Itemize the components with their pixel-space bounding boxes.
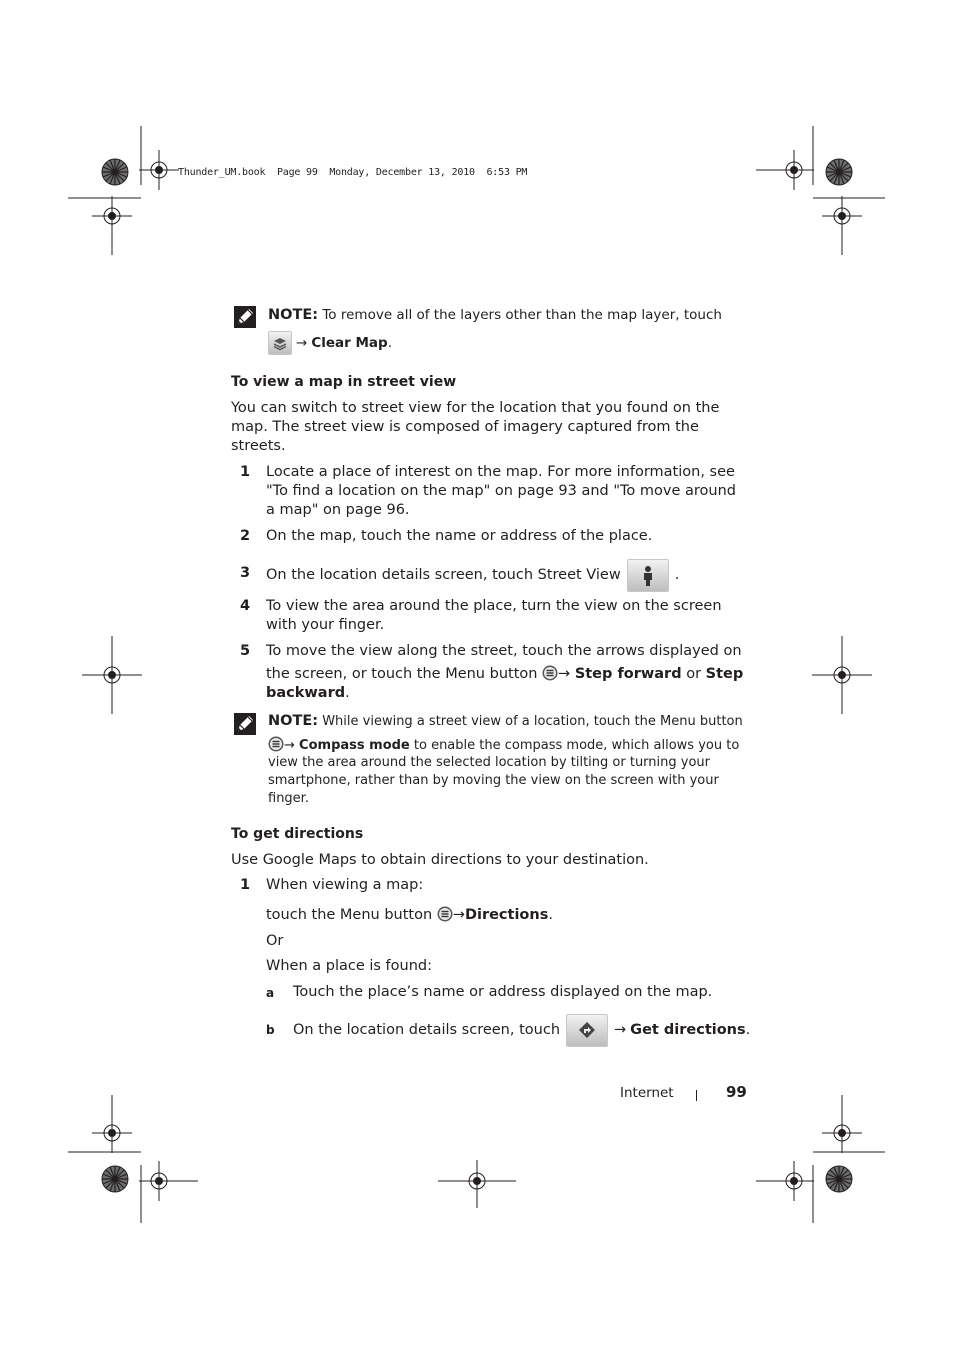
intro-line: You can switch to street view for the location that you found on the [231,400,720,416]
note-2-line1 [268,713,743,729]
color-wheel-icon [102,1166,128,1192]
sub-step-b-text [293,1013,750,1047]
registration-mark-icon [139,1161,179,1201]
registration-mark-icon [92,1113,132,1153]
footer-section: Internet [620,1085,674,1101]
menu-icon [437,906,453,922]
page-number: 99 [726,1083,747,1101]
step-5-line2 [266,665,743,684]
street-view-icon [627,559,669,592]
or-text: or [686,666,702,682]
step-2-text: On the map, touch the name or address of the place. [266,528,653,544]
period: . [674,566,680,583]
step-backward-label-cont: backward [266,685,346,701]
step-4-text [266,597,722,635]
note-line: smartphone, rather than by moving the view on the screen with your [268,773,719,788]
arrow: → [296,335,308,351]
layers-icon [268,331,292,355]
sub-step-a-text: Touch the place’s name or address displayed on the map. [293,984,713,1000]
note-1-text: To remove all of the layers other than the map layer, touch [322,307,722,323]
when-found-text: When a place is found: [266,958,432,974]
step-line: the screen, or touch the Menu button [266,666,538,682]
step-backward-label: Step [705,666,744,682]
registration-mark-icon [822,1113,862,1153]
sub-step-label: a [266,986,275,1000]
step-number: 5 [240,643,251,659]
color-wheel-icon [826,1166,852,1192]
note-2-text: While viewing a street view of a location, touch the Menu button [322,714,743,729]
color-wheel-icon [102,159,128,185]
arrow: → [452,907,465,923]
step-number: 4 [240,598,251,614]
step-line: On the location details screen, touch Street View [266,566,621,583]
touch-menu-line [266,906,553,925]
registration-mark-icon [822,196,862,236]
section-2-intro: Use Google Maps to obtain directions to your destination. [231,852,649,868]
step-number: 1 [240,464,251,480]
step-3-text [266,558,679,592]
step-line: To view the area around the place, turn the view on the screen [266,598,722,614]
note-2-text: to enable the compass mode, which allows you to [413,738,740,753]
section-heading-street-view: To view a map in street view [231,374,457,390]
note-2-rest [268,754,719,808]
period: . [745,1021,751,1038]
registration-mark-icon [139,150,179,190]
note-2-line2 [268,736,739,753]
menu-icon [268,736,284,752]
step-forward-label: Step forward [574,666,682,682]
step-1-text [266,463,736,520]
note-1-label: NOTE: [268,307,319,323]
directions-icon [566,1014,608,1047]
note-2-label: NOTE: [268,713,319,729]
or-text: Or [266,933,284,949]
step-line: Locate a place of interest on the map. For more information, see [266,464,735,480]
step-1-text: When viewing a map: [266,877,424,893]
book-header: Thunder_UM.book Page 99 Monday, December 13, 2010 6:53 PM [178,167,528,178]
get-directions-label: Get directions [630,1021,746,1038]
section-1-intro [231,399,751,456]
registration-mark-icon [92,196,132,236]
menu-icon [542,665,558,681]
section-heading-directions: To get directions [231,826,364,842]
period: . [548,907,553,923]
step-line: a map" on page 96. [266,502,410,518]
sub-step-label: b [266,1023,275,1037]
step-number: 3 [240,565,251,581]
step-line: "To find a location on the map" on page 93 and "To move around [266,483,736,499]
step-5-line3 [266,684,350,703]
arrow: → [614,1021,627,1038]
step-line: with your finger. [266,617,385,633]
registration-mark-icon [774,150,814,190]
period: . [345,685,350,701]
intro-line: map. The street view is composed of imagery captured from the [231,419,699,435]
step-line: On the location details screen, touch [293,1021,561,1038]
step-line: touch the Menu button [266,907,433,923]
color-wheel-icon [826,159,852,185]
period: . [387,335,392,351]
arrow: → [284,738,295,753]
registration-mark-icon [774,1161,814,1201]
note-pencil-icon [234,306,256,328]
note-pencil-icon [234,713,256,735]
note-line: view the area around the selected location by tilting or turning your [268,755,711,770]
footer-divider [696,1090,697,1101]
arrow: → [558,666,571,682]
note-1 [268,307,722,323]
directions-label: Directions [464,907,549,923]
step-number: 2 [240,528,251,544]
clear-map-label: Clear Map [311,335,388,351]
step-5-line1: To move the view along the street, touch the arrows displayed on [266,643,742,659]
note-line: finger. [268,791,309,806]
note-1-line2 [268,331,392,355]
intro-line: streets. [231,438,286,454]
compass-mode-label: Compass mode [299,738,410,753]
step-number: 1 [240,877,251,893]
